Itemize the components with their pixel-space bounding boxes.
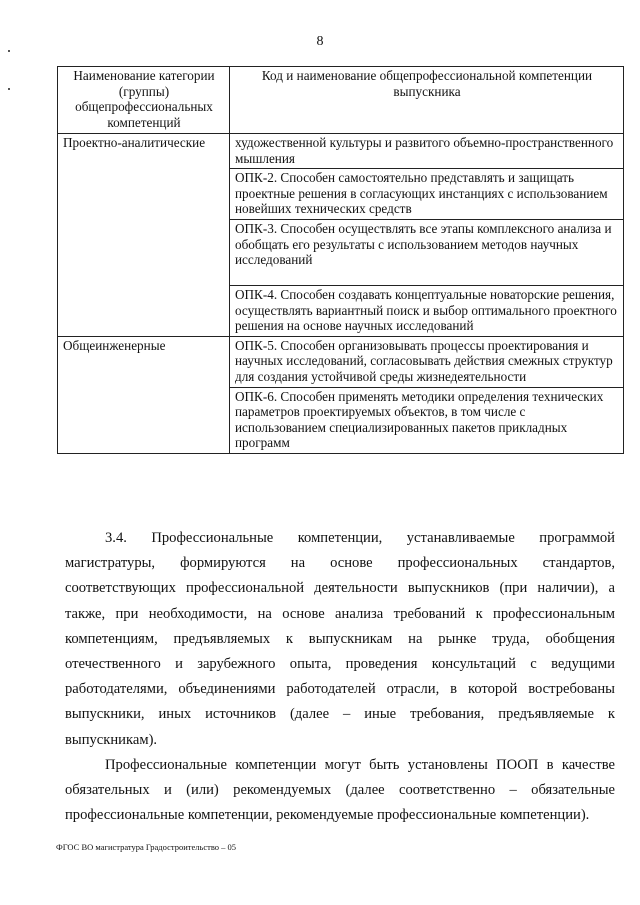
scan-mark	[8, 88, 10, 90]
competence-cell: ОПК-4. Способен создавать концептуальные новаторские решения, осуществлять вариантный поиск и выбор оптимального проектного решения на основе научных исследований	[230, 285, 624, 336]
competence-cell: художественной культуры и развитого объемно-пространственного мышления	[230, 134, 624, 169]
paragraph-text: Профессиональные компетенции могут быть установлены ПООП в качестве обязательных и (или) рекомендуемых (далее соответственно – обязательные профессиональные компетенции, рекомендуемые профессиональные компетенции).	[65, 757, 615, 824]
header-competence: Код и наименование общепрофессиональной компетенции выпускника	[230, 67, 624, 134]
page-number: 8	[316, 34, 324, 49]
table-header-row	[58, 67, 624, 134]
paragraph-text: 3.4. Профессиональные компетенции, устанавливаемые программой магистратуры, формируются на основе профессиональных стандартов, соответствующих профессиональной деятельности выпускников (при наличии), а также, при необходимости, на основе анализа требований к профессиональным компетенциям, предъявляемых к выпускникам на рынке труда, обобщения отечественного и зарубежного опыта, проведения консультаций с ведущими работодателями, объединениями работодателей отрасли, в которой востребованы выпускники, иных источников (далее – иные требования, предъявляемые к выпускникам).	[65, 530, 615, 748]
table-row	[58, 336, 624, 387]
paragraph-3-4	[65, 526, 615, 753]
table-row	[58, 134, 624, 169]
competence-cell: ОПК-3. Способен осуществлять все этапы комплексного анализа и обобщать его результаты с использованием методов научных исследований	[230, 219, 624, 285]
competence-cell: ОПК-5. Способен организовывать процессы проектирования и научных исследований, согласовывать действия смежных структур для создания устойчивой среды жизнедеятельности	[230, 336, 624, 387]
paragraph-professional-competences	[65, 753, 615, 829]
competence-table	[57, 66, 624, 454]
scan-mark	[8, 50, 10, 52]
header-category: Наименование категории (группы) общепрофессиональных компетенций	[58, 67, 230, 134]
category-cell: Общеинженерные	[58, 336, 230, 453]
footer-text: ФГОС ВО магистратура Градостроительство – 05	[56, 842, 237, 852]
competence-cell: ОПК-2. Способен самостоятельно представлять и защищать проектные решения в согласующих инстанциях с использованием новейших технических средств	[230, 169, 624, 220]
competence-cell: ОПК-6. Способен применять методики определения технических параметров проектируемых объектов, в том числе с использованием специализированных пакетов прикладных программ	[230, 387, 624, 453]
category-cell: Проектно-аналитические	[58, 134, 230, 337]
